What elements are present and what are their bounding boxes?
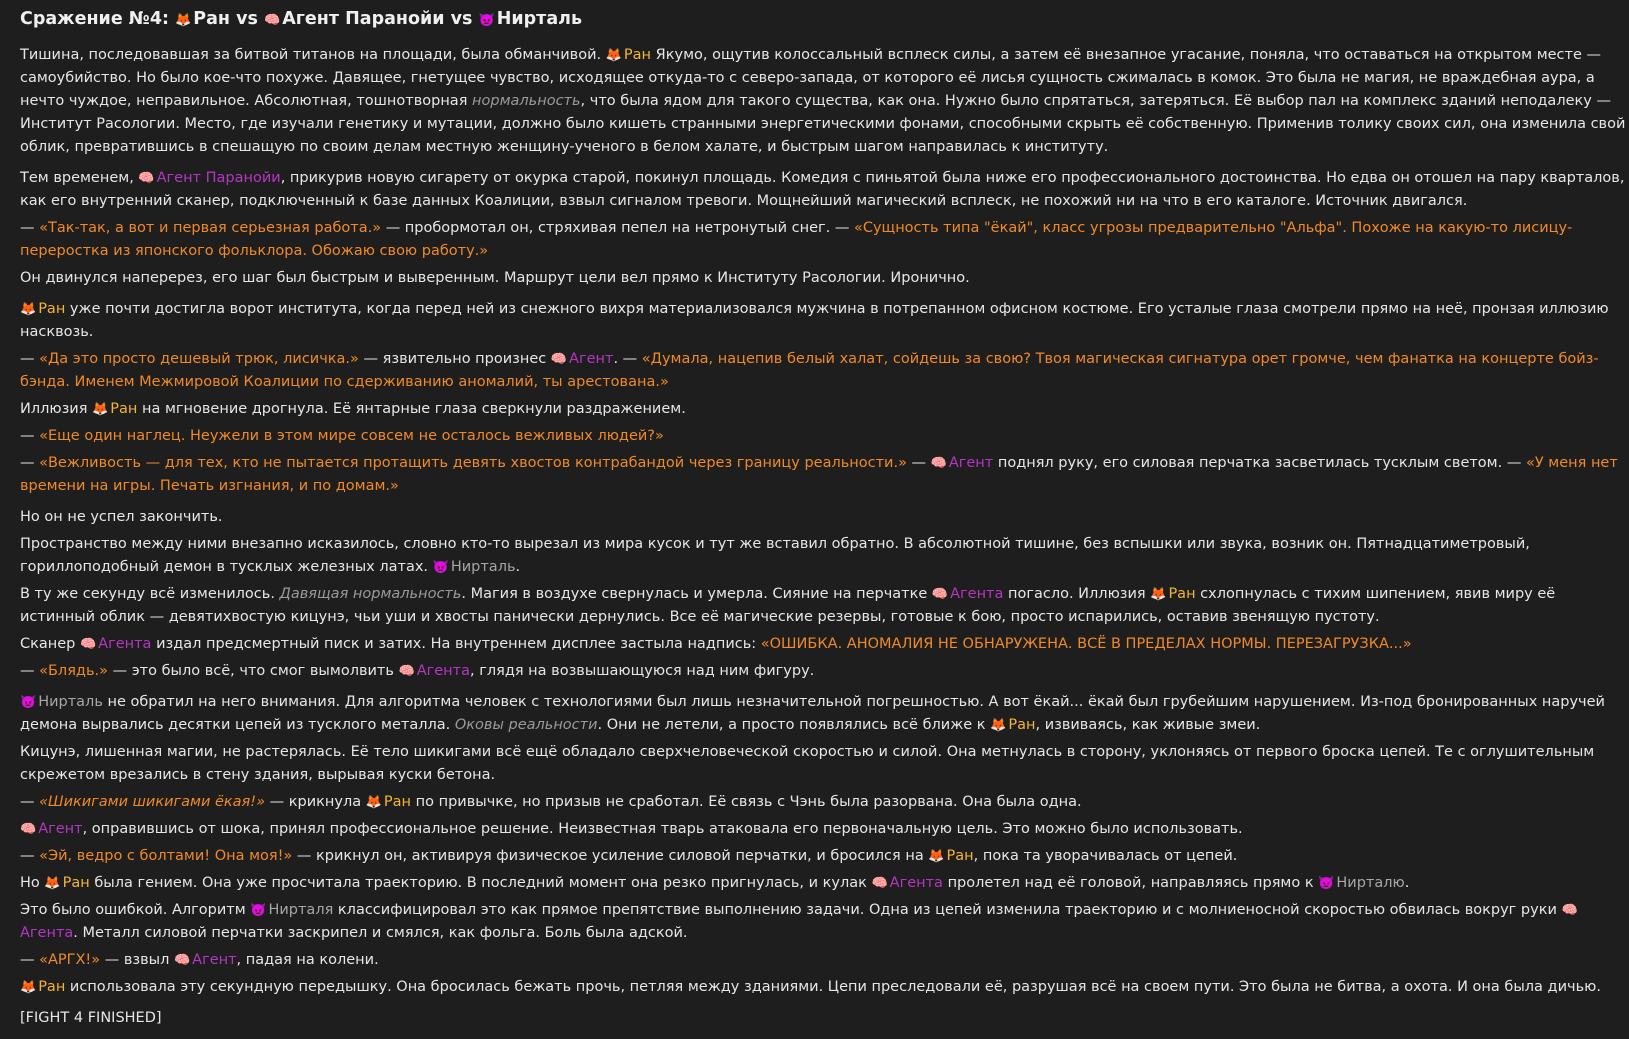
dialogue-quote: «Эй, ведро с болтами! Она моя!»: [39, 848, 293, 864]
character-ran: Ран: [38, 301, 66, 317]
narration-text: — крикнула: [269, 794, 362, 810]
narration-text: , извиваясь, как живые змеи.: [1035, 717, 1261, 733]
fox-icon: 🦊: [20, 980, 37, 995]
brain-icon: 🧠: [79, 637, 97, 652]
narration-text: Он двинулся наперерез, его шаг был быстрым и выверенным. Маршрут цели вел прямо к Институту Расологии. Иронично.: [20, 270, 970, 286]
story-paragraph: [20, 741, 1626, 787]
character-ran: Ран: [62, 875, 90, 891]
dash: —: [20, 663, 35, 679]
narration-text: Сканер: [20, 636, 76, 652]
narration-text: . Они не летели, а просто появлялись всё ближе к: [597, 717, 986, 733]
character-agent: Агента: [20, 925, 74, 941]
narration-text: , прикурив новую сигарету от окурка старой, покинул площадь. Комедия с пиньятой была ниже его профессионального достоинства. Но едва он отошел на пару кварталов, как его внутренний сканер, подключенный к базе данных Коалиции, взвыл сигналом тревоги. Мощнейший магический всплеск, не похожий ни на что в его каталоге. Источник двигался.: [20, 170, 1625, 209]
character-ran: Ран: [1168, 586, 1196, 602]
narration-text: погасло. Иллюзия: [1008, 586, 1146, 602]
story-paragraph: [20, 791, 1626, 814]
narration-text: , что была ядом для такого существа, как она. Нужно было спрятаться, затеряться. Её выбор пал на комплекс зданий неподалеку — Институт Расологии. Место, где изучали генетику и мутации, должно было кишеть странными энергетическими фонами, способными скрыть её собственную. Применив толику своих сил, она изменила свой облик, превратившись в спешащую по своим делам местную женщину-ученого в белом халате, и быстрым шагом направилась к институту.: [20, 93, 1626, 155]
character-agent: Агент: [569, 351, 614, 367]
fox-icon: 🦊: [175, 13, 192, 28]
narration-text: Тишина, последовавшая за битвой титанов на площади, была обманчивой.: [20, 47, 602, 63]
emphasis-text: Оковы реальности: [454, 717, 598, 733]
narration-text: использовала эту секундную передышку. Она бросилась бежать прочь, петляя между зданиями. Цепи преследовали её, разрушая всё на своем пути. Это была не битва, а охота. И она была дичью.: [69, 979, 1601, 995]
dialogue-quote: «ОШИБКА. АНОМАЛИЯ НЕ ОБНАРУЖЕНА. ВСЁ В ПРЕДЕЛАХ НОРМЫ. ПЕРЕЗАГРУЗКА...»: [760, 636, 1412, 652]
narration-text: Якумо, ощутив колоссальный всплеск силы, а затем её внезапное угасание, поняла, что оставаться на открытом месте — самоубийство. Но было кое-что похуже. Давящее, гнетущее чувство, исходящее откуда-то с северо-запада, от которого её лисья сущность сжималась в комок. Это была не магия, не враждебная аура, а нечто чуждое, неправильное. Абсолютная, тошнотворная: [20, 47, 1602, 109]
emphasis-text: Давящая нормальность: [279, 586, 462, 602]
narration-text: Но он не успел закончить.: [20, 509, 223, 525]
story-paragraph: [20, 217, 1626, 263]
narration-text: поднял руку, его силовая перчатка засветилась тусклым светом. —: [997, 455, 1522, 471]
narration-text: Кицунэ, лишенная магии, не растерялась. Её тело шикигами всё ещё обладало сверхчеловеческой скоростью и силой. Она метнулась в сторону, уклоняясь от первого броска цепей. Те с оглушительным скрежетом врезались в стену здания, вырывая куски бетона.: [20, 744, 1595, 783]
fox-icon: 🦊: [92, 402, 109, 417]
character-agent: Агента: [98, 636, 152, 652]
story-paragraph: [20, 298, 1626, 344]
character-nirtal: Нирталю: [1336, 875, 1405, 891]
brain-icon: 🧠: [138, 171, 155, 186]
narration-text: .: [515, 559, 521, 575]
character-agent: Агент: [948, 455, 994, 471]
title-vs: vs: [450, 9, 473, 29]
narration-text: —: [911, 455, 927, 471]
story-paragraph: [20, 398, 1626, 421]
story-paragraph: [20, 167, 1626, 213]
story-paragraph: [20, 348, 1626, 394]
narration-text: Тем временем,: [20, 170, 134, 186]
narration-text: .: [1404, 875, 1410, 891]
story-paragraph: [20, 691, 1626, 737]
story-paragraph: [20, 44, 1626, 159]
story-paragraph: [20, 845, 1626, 868]
dialogue-quote: «Думала, нацепив белый халат, сойдешь за свою? Твоя магическая сигнатура орет громче, чем фанатка на концерте бойз-бэнда. Именем Межмировой Коалиции по сдерживанию аномалий, ты арестована.»: [20, 351, 1599, 390]
character-agent: Агент Паранойи: [156, 170, 281, 186]
character-nirtal: Нирталя: [268, 902, 334, 918]
narration-text: . Металл силовой перчатки заскрипел и смялся, как фольга. Боль была адской.: [73, 925, 688, 941]
fight-status: [FIGHT 4 FINISHED]: [20, 1010, 162, 1026]
narration-text: Иллюзия: [20, 401, 88, 417]
narration-text: уже почти достигла ворот института, когда перед ней из снежного вихря материализовался мужчина в потрепанном офисном костюме. Его усталые глаза смотрели прямо на неё, пронзая иллюзию насквозь.: [20, 301, 1609, 340]
fox-icon: 🦊: [605, 48, 622, 63]
title-ran: Ран: [193, 9, 231, 29]
devil-icon: 👿: [432, 560, 449, 575]
dialogue-quote: «У меня нет времени на игры. Печать изгнания, и по домам.»: [20, 455, 1618, 494]
devil-icon: 👿: [20, 695, 37, 710]
character-agent: Агента: [889, 875, 943, 891]
fox-icon: 🦊: [1150, 587, 1167, 602]
narration-text: пролетел над её головой, направляясь прямо к: [947, 875, 1314, 891]
narration-text: Это было ошибкой. Алгоритм: [20, 902, 246, 918]
dash: —: [20, 428, 35, 444]
character-ran: Ран: [1008, 717, 1036, 733]
narration-text: . —: [613, 351, 638, 367]
dialogue-quote: «Шикигами шикигами ёкая!»: [39, 794, 266, 810]
story-paragraph: [20, 633, 1626, 656]
narration-text: , глядя на возвышающуюся над ним фигуру.: [470, 663, 815, 679]
character-nirtal: Нирталь: [450, 559, 516, 575]
emphasis-text: нормальность: [472, 93, 581, 109]
narration-text: классифицировал это как прямое препятствие выполнению задачи. Одна из цепей изменила траекторию и с молниеносной скоростью обвилась вокруг руки: [337, 902, 1557, 918]
dash: —: [20, 794, 35, 810]
narration-text: Пространство между ними внезапно исказилось, словно кто-то вырезал из мира кусок и тут же вставил обратно. В абсолютной тишине, без вспышки или звука, возник он. Пятнадцатиметровый, гориллоподобный демон в тусклых железных латах.: [20, 536, 1530, 575]
story-paragraph: [20, 425, 1626, 448]
brain-icon: 🧠: [398, 664, 415, 679]
dialogue-quote: «Вежливость — для тех, кто не пытается протащить девять хвостов контрабандой через границу реальности.»: [39, 455, 907, 471]
narration-text: была гением. Она уже просчитала траекторию. В последний момент она резко пригнулась, и кулак: [94, 875, 867, 891]
character-agent: Агент: [38, 821, 83, 837]
narration-text: . Магия в воздухе свернулась и умерла. Сияние на перчатке: [461, 586, 928, 602]
title-agent: Агент Паранойи: [282, 9, 445, 29]
story-paragraph: [20, 872, 1626, 895]
narration-text: В ту же секунду всё изменилось.: [20, 586, 275, 602]
devil-icon: 👿: [478, 13, 495, 28]
character-ran: Ран: [623, 47, 652, 63]
title-vs: vs: [236, 9, 258, 29]
story-paragraph: [20, 949, 1626, 972]
brain-icon: 🧠: [264, 13, 281, 28]
story-paragraph: [20, 583, 1626, 629]
story-paragraph: [20, 899, 1626, 945]
dialogue-quote: «Да это просто дешевый трюк, лисичка.»: [39, 351, 359, 367]
brain-icon: 🧠: [550, 352, 568, 367]
devil-icon: 👿: [1318, 876, 1335, 891]
narration-text: — это было всё, что смог вымолвить: [112, 663, 394, 679]
dash: —: [20, 351, 35, 367]
narration-text: — пробормотал он, стряхивая пепел на нетронутый снег. —: [385, 220, 850, 236]
brain-icon: 🧠: [173, 953, 191, 968]
character-ran: Ран: [946, 848, 974, 864]
fox-icon: 🦊: [365, 795, 382, 810]
story-paragraph: [20, 267, 1626, 290]
dialogue-quote: «Блядь.»: [39, 663, 108, 679]
character-agent: Агент: [192, 952, 237, 968]
dialogue-quote: «Так-так, а вот и первая серьезная работа.»: [39, 220, 382, 236]
brain-icon: 🧠: [930, 456, 947, 471]
narration-text: , пока та уворачивалась от цепей.: [973, 848, 1238, 864]
fox-icon: 🦊: [44, 876, 61, 891]
character-agent: Агента: [416, 663, 470, 679]
dialogue-quote: «АРГХ!»: [39, 952, 101, 968]
dialogue-quote: «Еще один наглец. Неужели в этом мире совсем не осталось вежливых людей?»: [39, 428, 664, 444]
narration-text: , падая на колени.: [236, 952, 379, 968]
fox-icon: 🦊: [928, 849, 945, 864]
dash: —: [20, 952, 35, 968]
narration-text: схлопнулась с тихим шипением, явив миру её истинный облик — девятихвостую кицунэ, чьи уши и хвосты панически дернулись. Все её магические резервы, готовые к бою, просто испарились, оставив звенящую пустоту.: [20, 586, 1556, 625]
narration-text: — язвительно произнес: [363, 351, 547, 367]
character-ran: Ран: [383, 794, 412, 810]
narration-text: по привычке, но призыв не сработал. Её связь с Чэнь была разорвана. Она была одна.: [415, 794, 1082, 810]
narration-text: , оправившись от шока, принял профессиональное решение. Неизвестная тварь атаковала его первоначальную цель. Это можно было использовать.: [82, 821, 1243, 837]
character-nirtal: Нирталь: [38, 694, 103, 710]
dash: —: [20, 220, 35, 236]
narration-text: на мгновение дрогнула. Её янтарные глаза сверкнули раздражением.: [141, 401, 686, 417]
brain-icon: 🧠: [20, 822, 37, 837]
brain-icon: 🧠: [1561, 903, 1578, 918]
brain-icon: 🧠: [871, 876, 888, 891]
devil-icon: 👿: [250, 903, 267, 918]
story-paragraph: [20, 976, 1626, 999]
character-ran: Ран: [38, 979, 66, 995]
dash: —: [20, 455, 35, 471]
brain-icon: 🧠: [931, 587, 949, 602]
title-prefix: Сражение №4:: [20, 9, 170, 29]
narration-text: — крикнул он, активируя физическое усиление силовой перчатки, и бросился на: [296, 848, 924, 864]
story-paragraph: [20, 506, 1626, 529]
dialogue-quote: «Сущность типа "ёкай", класс угрозы предварительно "Альфа". Похоже на какую-то лисицу-переростка из японского фольклора. Обожаю свою работу.»: [20, 220, 1573, 259]
title-nirtal: Нирталь: [496, 9, 583, 29]
story-paragraph: [20, 660, 1626, 683]
character-ran: Ран: [110, 401, 138, 417]
narration-text: — взвыл: [104, 952, 170, 968]
narration-text: не обратил на него внимания. Для алгоритма человек с технологиями был лишь незначительной погрешностью. А вот ёкай... ёкай был грубейшим нарушением. Из-под бронированных наручей демона вырвались десятки цепей из тусклого металла.: [20, 694, 1605, 733]
story-paragraph: [20, 818, 1626, 841]
story-paragraph: [20, 533, 1626, 579]
page-title: [20, 6, 1626, 34]
story-paragraph: [20, 452, 1626, 498]
narration-text: Но: [20, 875, 40, 891]
dash: —: [20, 848, 35, 864]
fox-icon: 🦊: [20, 302, 37, 317]
fox-icon: 🦊: [990, 718, 1007, 733]
character-agent: Агента: [950, 586, 1004, 602]
narration-text: издал предсмертный писк и затих. На внутреннем дисплее застыла надпись:: [156, 636, 757, 652]
